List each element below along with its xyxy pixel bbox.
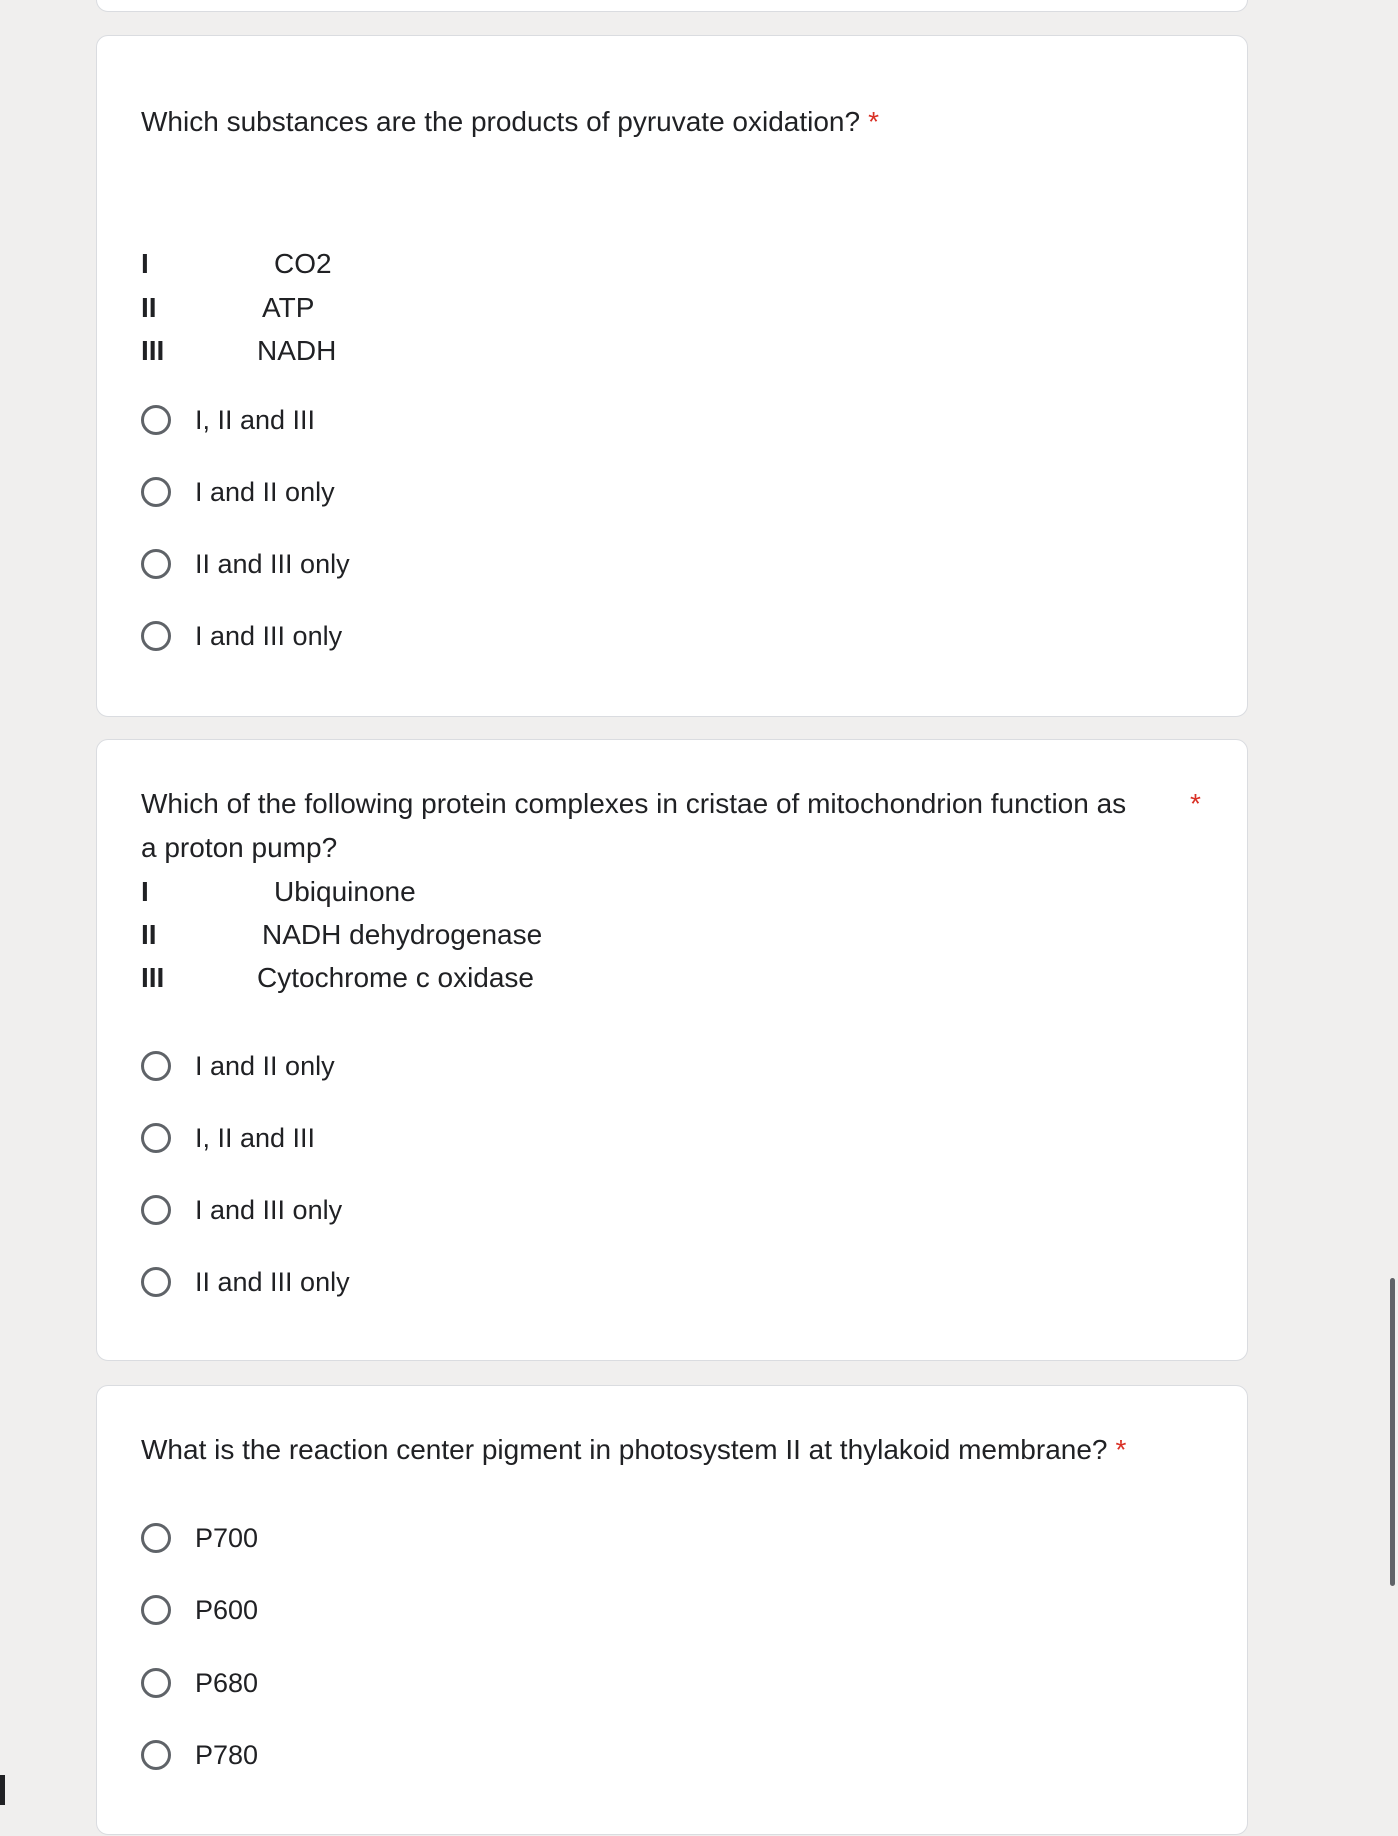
option-i-iii[interactable] — [141, 612, 342, 660]
option-ii-iii[interactable] — [141, 1258, 350, 1306]
option-label: P600 — [195, 1595, 259, 1625]
question-title-text: Which substances are the products of pyruvate oxidation? — [141, 106, 861, 137]
option-i-ii-iii[interactable] — [141, 396, 315, 444]
question-title-line2: a proton pump? — [141, 832, 338, 863]
roman-numeral: II — [141, 919, 157, 950]
roman-numeral: I — [141, 248, 149, 279]
option-label: P680 — [195, 1668, 259, 1698]
option-i-ii[interactable] — [141, 1042, 335, 1090]
question-card-pyruvate — [96, 35, 1248, 717]
radio-button[interactable] — [141, 1523, 171, 1553]
radio-button[interactable] — [141, 1740, 171, 1770]
option-label: P780 — [195, 1740, 259, 1770]
option-p780[interactable] — [141, 1731, 258, 1779]
option-p700[interactable] — [141, 1514, 258, 1562]
option-label: I and III only — [195, 621, 343, 651]
radio-button[interactable] — [141, 1668, 171, 1698]
option-label: I and II only — [195, 1051, 335, 1081]
complex-label: Ubiquinone — [274, 876, 416, 907]
radio-button[interactable] — [141, 1267, 171, 1297]
option-label: I and III only — [195, 1195, 343, 1225]
option-i-iii[interactable] — [141, 1186, 342, 1234]
question-title — [141, 1428, 1201, 1472]
option-label: I and II only — [195, 477, 335, 507]
substance-label: NADH — [257, 335, 337, 366]
option-ii-iii[interactable] — [141, 540, 350, 588]
roman-numeral: III — [141, 962, 165, 993]
substance-label: CO2 — [274, 248, 332, 279]
option-i-ii-iii[interactable] — [141, 1114, 315, 1162]
scrollbar-thumb[interactable] — [1390, 1278, 1395, 1586]
option-i-ii[interactable] — [141, 468, 335, 516]
option-p680[interactable] — [141, 1659, 258, 1707]
option-label: I, II and III — [195, 405, 316, 435]
option-label: II and III only — [195, 549, 350, 579]
substance-label: ATP — [262, 292, 315, 323]
question-card-proton-pump — [96, 739, 1248, 1361]
radio-button[interactable] — [141, 405, 171, 435]
question-card-photosystem — [96, 1385, 1248, 1835]
required-asterisk: * — [868, 106, 879, 137]
radio-button[interactable] — [141, 549, 171, 579]
complex-label: Cytochrome c oxidase — [257, 962, 535, 993]
previous-question-card — [96, 0, 1248, 12]
question-title-text: What is the reaction center pigment in photosystem II at thylakoid membrane? — [141, 1434, 1108, 1465]
roman-numeral: II — [141, 292, 157, 323]
roman-numeral: III — [141, 335, 165, 366]
radio-button[interactable] — [141, 477, 171, 507]
option-label: I, II and III — [195, 1123, 316, 1153]
required-asterisk: * — [1190, 788, 1201, 819]
radio-button[interactable] — [141, 1123, 171, 1153]
radio-button[interactable] — [141, 1051, 171, 1081]
option-label: II and III only — [195, 1267, 350, 1297]
radio-button[interactable] — [141, 621, 171, 651]
required-asterisk: * — [1115, 1434, 1127, 1465]
complex-label: NADH dehydrogenase — [262, 919, 543, 950]
question-title — [141, 782, 1201, 870]
roman-numeral: I — [141, 876, 149, 907]
radio-button[interactable] — [141, 1595, 171, 1625]
option-label: P700 — [195, 1523, 259, 1553]
question-title-line1: Which of the following protein complexes in cristae of mitochondrion function as — [141, 788, 1127, 819]
window-edge-marker — [0, 1775, 5, 1805]
radio-button[interactable] — [141, 1195, 171, 1225]
question-title — [141, 100, 1201, 144]
option-p600[interactable] — [141, 1586, 258, 1634]
